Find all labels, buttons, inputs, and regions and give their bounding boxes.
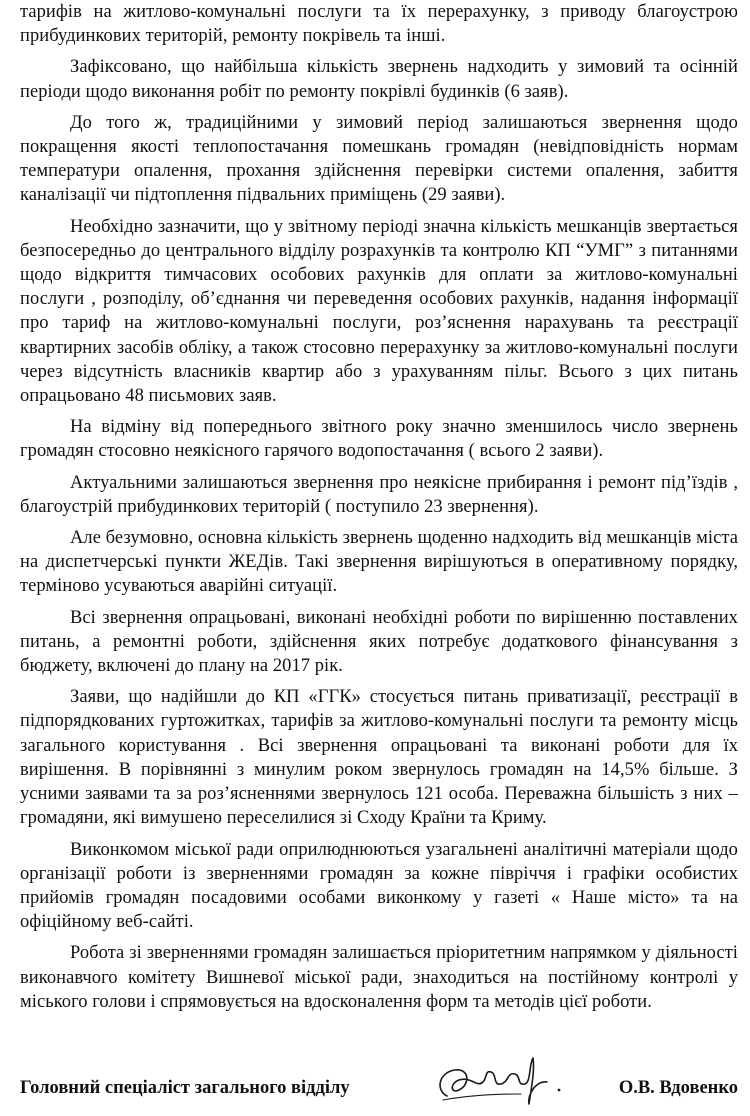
paragraph-2: Зафіксовано, що найбільша кількість звернень надходить у зимовий та осінній періоди щодо виконання робіт по ремонту покрівлі будинків (6 заяв). [20,57,738,102]
paragraph-6: Актуальними залишаються звернення про неякісне прибирання і ремонт під’їздів , благоустрій прибудинкових територій ( поступило 23 звернення). [20,472,738,517]
paragraph-3: До того ж, традиційними у зимовий період залишаються звернення щодо покращення якості теплопостачання помешкань громадян (невідповідність нормам температури опалення, прохання здійснення перевірки системи опалення, забиття каналізації чи підтоплення підвальних приміщень (29 заяви). [20,112,738,206]
position-title: Головний спеціаліст загального відділу [20,1078,350,1098]
paragraph-7: Але безумовно, основна кількість звернень щоденно надходить від мешканців міста на диспетчерські пункти ЖЕДів. Такі звернення вирішуються в оперативному порядку, терміново усуваються аварійні ситуації. [20,528,738,597]
paragraph-8: Всі звернення опрацьовані, виконані необхідні роботи по вирішенню поставлених питань, а ремонтні роботи, здійснення яких потребує додаткового фінансування з бюджету, включені до плану на 2017 рік. [20,607,738,677]
paragraph-5: На відміну від попереднього звітного року значно зменшилось число звернень громадян стосовно неякісного гарячого водопостачання ( всього 2 заяви). [20,417,738,462]
handwritten-signature [425,1050,575,1110]
paragraph-1: тарифів на житлово-комунальні послуги та їх перерахунку, з приводу благоустрою прибудинкових територій, ремонту покрівель та інші. [20,2,738,47]
paragraph-11: Робота зі зверненнями громадян залишається пріоритетним напрямком у діяльності виконавчого комітету Вишневої міської ради, знаходиться на постійному контролі у міського голови і спрямовується на вдосконалення форм та методів цієї роботи. [20,943,738,1012]
signature-block [20,1070,738,1110]
paragraph-10: Виконкомом міської ради оприлюднюються узагальнені аналітичні матеріали щодо організації роботи із зверненнями громадян за кожне півріччя і графіки особистих прийомів громадян посадовими особами виконкому у газеті « Наше місто» та на офіційному веб-сайті. [20,839,738,933]
paragraph-9: Заяви, що надійшли до КП «ГГК» стосується питань приватизації, реєстрації в підпорядкованих гуртожитках, тарифів за житлово-комунальні послуги та ремонту місць загального користування . Всі звернення опрацьовані та виконані роботи для їх вирішення. В порівнянні з минулим роком звернулось громадян на 14,5% більше. З усними заявами та за роз’ясненнями звернулось 121 особа. Переважна більшість з них – громадяни, які вимушено переселилися зі Сходу Країни та Криму. [20,687,738,829]
paragraph-4: Необхідно зазначити, що у звітному періоді значна кількість мешканців звертається безпосередньо до центрального відділу розрахунків та контролю КП “УМГ” з питаннями щодо відкриття тимчасових особових рахунків для оплати за житлово-комунальні послуги , розподілу, об’єднання чи переведення особових рахунків, надання інформації про тариф на житлово-комунальні послуги, роз’яснення нарахувань та реєстрації квартирних засобів обліку, а також стосовно перерахунку за житлово-комунальні послуги через відсутність власників квартир або з урахуванням пільг. Всього з цих питань опрацьовано 48 письмових заяв. [20,216,738,407]
document-body [20,0,738,1021]
signer-name: О.В. Вдовенко [618,1078,738,1098]
